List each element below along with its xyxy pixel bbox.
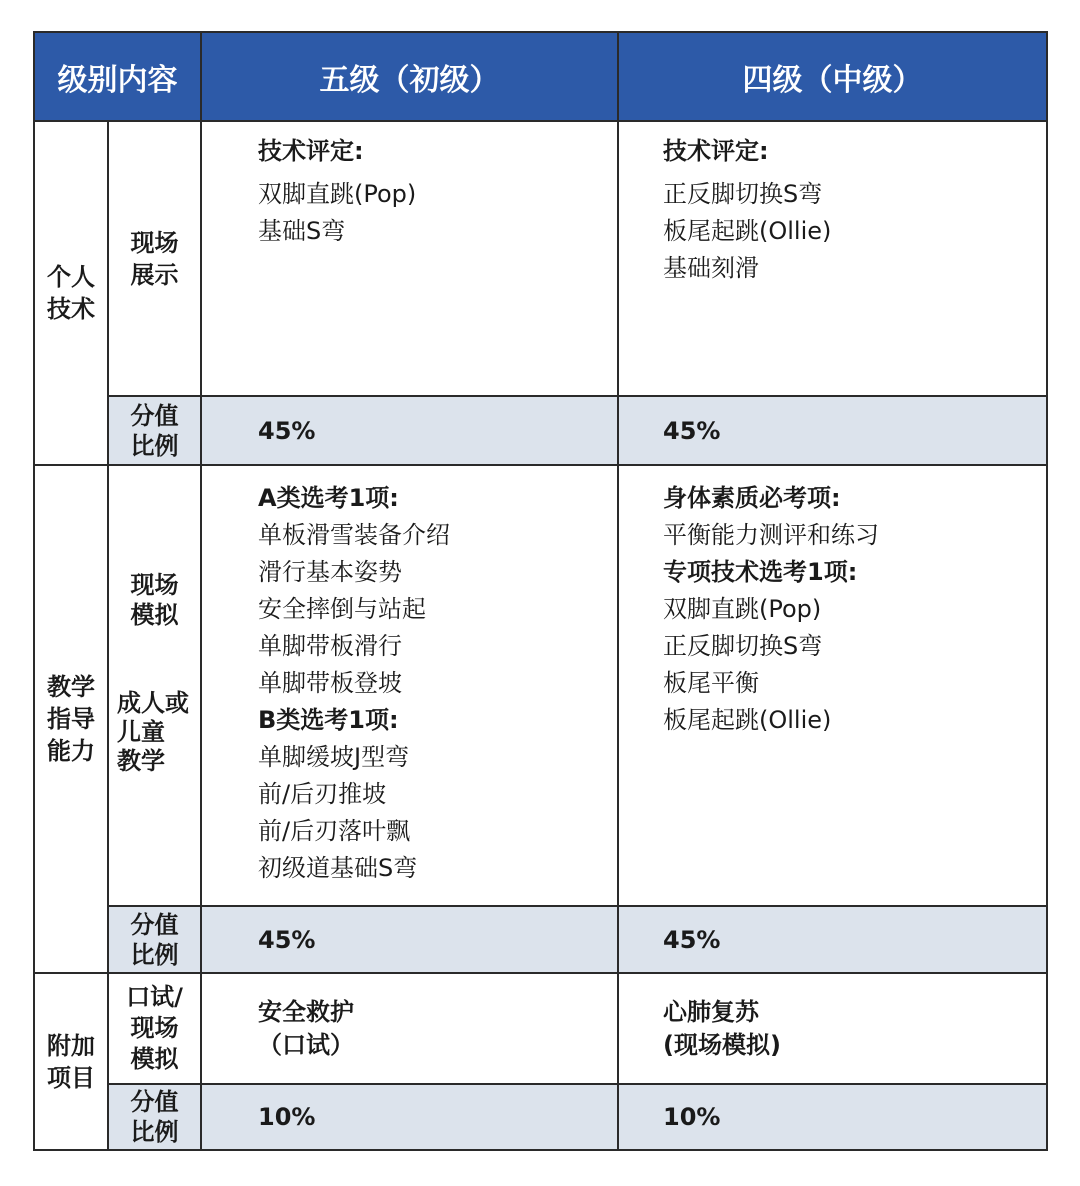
content-item: 板尾起跳(Ollie) xyxy=(663,706,832,734)
row-divider-s1-score xyxy=(107,395,1048,397)
content-item: 板尾平衡 xyxy=(663,669,759,697)
label-line: 现场 xyxy=(130,1014,179,1042)
score-value: 10% xyxy=(663,1103,721,1131)
content-item: 安全救护 xyxy=(258,998,354,1026)
row-divider-s2-score xyxy=(107,905,1048,907)
section-personal-skill-sublabel xyxy=(108,121,201,396)
score-value: 10% xyxy=(258,1103,316,1131)
content-heading: 专项技术选考1项: xyxy=(663,558,858,586)
section2-score-label xyxy=(108,906,201,973)
content-item: 基础S弯 xyxy=(258,217,346,245)
label-line: 教学 xyxy=(47,673,95,701)
content-item: 单脚带板滑行 xyxy=(258,632,402,660)
section1-level5-content xyxy=(201,133,618,250)
section3-score-label xyxy=(108,1084,201,1150)
content-item: （口试） xyxy=(258,1031,354,1059)
label-line: 展示 xyxy=(130,260,179,289)
content-item: 平衡能力测评和练习 xyxy=(663,521,879,549)
col-divider-levels xyxy=(617,32,619,1150)
section-additional-label xyxy=(34,973,108,1150)
header-level-5-text: 五级（初级） xyxy=(319,62,500,98)
label-line: 儿童 xyxy=(117,717,165,746)
label-line: 成人或 xyxy=(117,688,189,717)
section2-level4-content xyxy=(618,480,1047,739)
label-line: 模拟 xyxy=(130,1045,179,1073)
table-border-right xyxy=(1046,32,1048,1151)
content-heading: B类选考1项: xyxy=(258,706,399,734)
row-divider-s2-end xyxy=(33,972,1048,974)
score-value: 45% xyxy=(663,416,721,445)
label-line: 模拟 xyxy=(130,601,179,629)
row-divider-s3-score xyxy=(107,1083,1048,1085)
content-item: (现场模拟) xyxy=(663,1031,781,1059)
content-heading: A类选考1项: xyxy=(258,484,399,512)
section1-level4-content xyxy=(618,133,1047,287)
section-teaching-label xyxy=(34,465,108,973)
score-value: 45% xyxy=(258,416,316,445)
content-item: 板尾起跳(Ollie) xyxy=(663,217,832,245)
label-line: 指导 xyxy=(47,705,95,733)
content-item: 滑行基本姿势 xyxy=(258,558,402,586)
row-divider-s1-end xyxy=(33,464,1048,466)
section-additional-sublabel xyxy=(108,973,201,1084)
section-teaching-sublabel-a xyxy=(108,568,201,632)
label-line: 分值 xyxy=(130,910,179,939)
section1-score-level4 xyxy=(618,396,1047,465)
content-item: 单脚带板登坡 xyxy=(258,669,402,697)
label-line: 比例 xyxy=(130,1118,179,1146)
label-line: 教学 xyxy=(117,746,165,775)
section3-level4-content xyxy=(618,996,1047,1062)
content-heading: 技术评定: xyxy=(258,137,364,165)
table-border-left xyxy=(33,32,35,1151)
row-divider-header xyxy=(33,120,1048,122)
label-line: 能力 xyxy=(47,737,95,765)
label-line: 项目 xyxy=(47,1063,95,1092)
content-item: 基础刻滑 xyxy=(663,254,759,282)
label-line: 口试/ xyxy=(126,983,183,1011)
content-item: 心肺复苏 xyxy=(663,998,759,1026)
content-item: 单板滑雪装备介绍 xyxy=(258,521,450,549)
section-teaching-sublabel-b xyxy=(108,686,201,778)
score-value: 45% xyxy=(258,925,316,954)
header-level-4-text: 四级（中级） xyxy=(742,62,923,98)
content-item: 安全摔倒与站起 xyxy=(258,595,426,623)
content-item: 正反脚切换S弯 xyxy=(663,180,823,208)
section2-level5-content xyxy=(201,480,618,887)
section-personal-skill-label xyxy=(34,121,108,465)
header-level-5 xyxy=(201,32,618,121)
content-item: 正反脚切换S弯 xyxy=(663,632,823,660)
col-divider-label xyxy=(107,121,109,1150)
label-line: 技术 xyxy=(47,295,95,323)
section3-level5-content xyxy=(201,996,618,1062)
header-level-4 xyxy=(618,32,1047,121)
label-line: 附加 xyxy=(47,1031,95,1060)
label-line: 现场 xyxy=(130,571,179,599)
score-value: 45% xyxy=(663,925,721,954)
section2-score-level4 xyxy=(618,906,1047,973)
label-line: 分值 xyxy=(130,1088,179,1116)
content-item: 单脚缓坡J型弯 xyxy=(258,743,410,771)
label-line: 个人 xyxy=(47,263,95,291)
content-item: 双脚直跳(Pop) xyxy=(258,180,417,208)
label-line: 现场 xyxy=(130,228,179,257)
table-border-bottom xyxy=(33,1149,1048,1151)
section1-score-label xyxy=(108,396,201,465)
label-line: 比例 xyxy=(130,431,179,460)
header-level-content xyxy=(34,32,201,121)
content-heading: 技术评定: xyxy=(663,137,769,165)
section1-score-level5 xyxy=(201,396,618,465)
table-border-top xyxy=(33,31,1048,33)
section2-score-level5 xyxy=(201,906,618,973)
content-item: 初级道基础S弯 xyxy=(258,854,418,882)
content-heading: 身体素质必考项: xyxy=(663,484,841,512)
content-item: 前/后刃落叶飘 xyxy=(258,817,411,845)
header-level-content-text: 级别内容 xyxy=(57,62,178,98)
label-line: 比例 xyxy=(130,940,179,969)
content-item: 前/后刃推坡 xyxy=(258,780,387,808)
content-item: 双脚直跳(Pop) xyxy=(663,595,822,623)
section3-score-level5 xyxy=(201,1084,618,1150)
label-line: 分值 xyxy=(130,401,179,430)
col-divider-sublabel xyxy=(200,32,202,1150)
section3-score-level4 xyxy=(618,1084,1047,1150)
